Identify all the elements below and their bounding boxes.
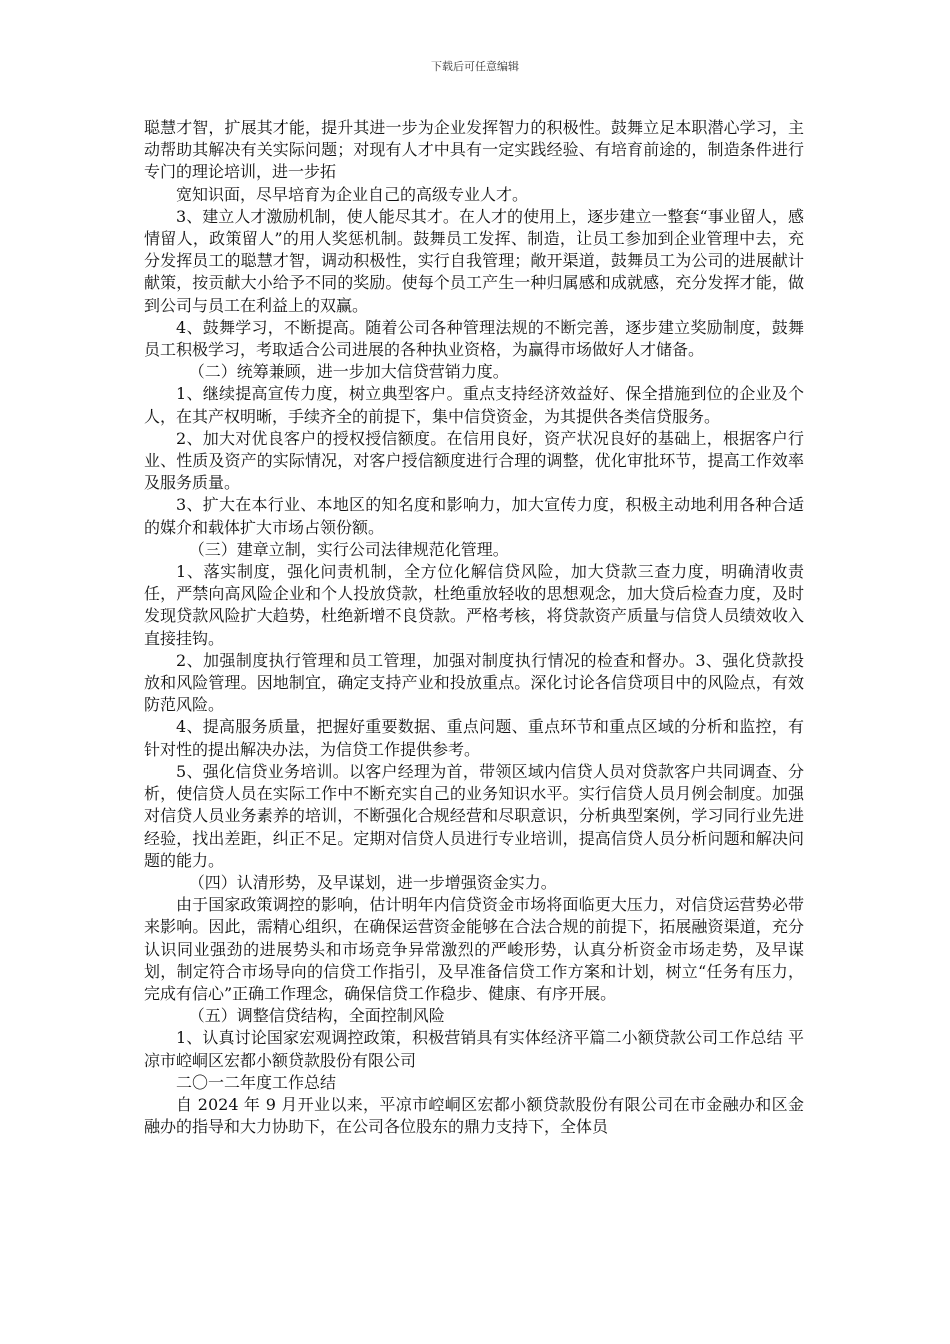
paragraph: 聪慧才智，扩展其才能，提升其进一步为企业发挥智力的积极性。鼓舞立足本职潜心学习，主动帮助其解决有关实际问题；对现有人才中具有一定实践经验、有培育前途的，制造条件进行专门的理论培训，进一步拓	[144, 118, 804, 182]
section-heading: （二）统筹兼顾，进一步加大信贷营销力度。	[188, 362, 509, 382]
section-heading: （三）建章立制，实行公司法律规范化管理。	[188, 539, 509, 559]
paragraph: 3、建立人才激励机制，使人能尽其才。在人才的使用上，逐步建立一整套“事业留人，感情留人，政策留人”的用人奖惩机制。鼓舞员工发挥、制造，让员工参加到企业管理中去，充分发挥员工的聪慧才智，调动积极性，实行自我管理；敞开渠道，鼓舞员工为公司的进展献计献策，按贡献大小给予不同的奖励。使每个员工产生一种归属感和成就感，充分发挥才能，做到公司与员工在利益上的双赢。	[144, 206, 804, 315]
paragraph: 3、扩大在本行业、本地区的知名度和影响力，加大宣传力度，积极主动地利用各种合适的媒介和载体扩大市场占领份额。	[144, 495, 804, 537]
paragraph: 自 2024 年 9 月开业以来，平凉市崆峒区宏都小额贷款股份有限公司在市金融办和区金融办的指导和大力协助下，在公司各位股东的鼎力支持下，全体员	[144, 1094, 804, 1137]
section-heading: （四）认清形势，及早谋划，进一步增强资金实力。	[188, 872, 557, 892]
document-body	[144, 117, 804, 1138]
paragraph: 1、继续提高宣传力度，树立典型客户。重点支持经济效益好、保全措施到位的企业及个人，在其产权明晰，手续齐全的前提下，集中信贷资金，为其提供各类信贷服务。	[144, 384, 804, 426]
paragraph: 宽知识面，尽早培育为企业自己的高级专业人才。	[176, 184, 529, 204]
paragraph: 4、鼓舞学习，不断提高。随着公司各种管理法规的不断完善，逐步建立奖励制度，鼓舞员工积极学习，考取适合公司进展的各种执业资格，为赢得市场做好人才储备。	[144, 317, 804, 360]
paragraph: 2、加大对优良客户的授权授信额度。在信用良好，资产状况良好的基础上，根据客户行业、性质及资产的实际情况，对客户授信额度进行合理的调整，优化审批环节，提高工作效率及服务质量。	[144, 428, 804, 493]
paragraph: 5、强化信贷业务培训。以客户经理为首，带领区域内信贷人员对贷款客户共同调查、分析，使信贷人员在实际工作中不断充实自己的业务知识水平。实行信贷人员月例会制度。加强对信贷人员业务素养的培训，不断强化合规经营和尽职意识，分析典型案例，学习同行业先进经验，找出差距，纠正不足。定期对信贷人员进行专业培训，提高信贷人员分析问题和解决问题的能力。	[144, 761, 804, 870]
paragraph: 1、落实制度，强化问责机制，全方位化解信贷风险，加大贷款三查力度，明确清收责任，严禁向高风险企业和个人投放贷款，杜绝重放轻收的思想观念，加大贷后检查力度，及时发现贷款风险扩大趋势，杜绝新增不良贷款。严格考核，将贷款资产质量与信贷人员绩效收入直接挂钩。	[144, 562, 804, 648]
section-heading: （五）调整信贷结构，全面控制风险	[188, 1006, 445, 1026]
page-header: 下载后可任意编辑	[431, 60, 519, 73]
paragraph: 1、认真讨论国家宏观调控政策，积极营销具有实体经济平篇二小额贷款公司工作总结 平凉市崆峒区宏都小额贷款股份有限公司	[144, 1028, 804, 1070]
paragraph: 4、提高服务质量，把握好重要数据、重点问题、重点环节和重点区域的分析和监控，有针对性的提出解决办法，为信贷工作提供参考。	[144, 717, 804, 759]
paragraph: 二〇一二年度工作总结	[176, 1072, 337, 1092]
paragraph: 由于国家政策调控的影响，估计明年内信贷资金市场将面临更大压力，对信贷运营势必带来影响。因此，需精心组织，在确保运营资金能够在合法合规的前提下，拓展融资渠道，充分认识同业强劲的进展势头和市场竞争异常激烈的严峻形势，认真分析资金市场走势，及早谋划，制定符合市场导向的信贷工作指引，及早准备信贷工作方案和计划，树立“任务有压力，完成有信心”正确工作理念，确保信贷工作稳步、健康、有序开展。	[144, 895, 804, 1003]
paragraph: 2、加强制度执行管理和员工管理，加强对制度执行情况的检查和督办。3、强化贷款投放和风险管理。因地制宜，确定支持产业和投放重点。深化讨论各信贷项目中的风险点，有效防范风险。	[144, 650, 804, 715]
